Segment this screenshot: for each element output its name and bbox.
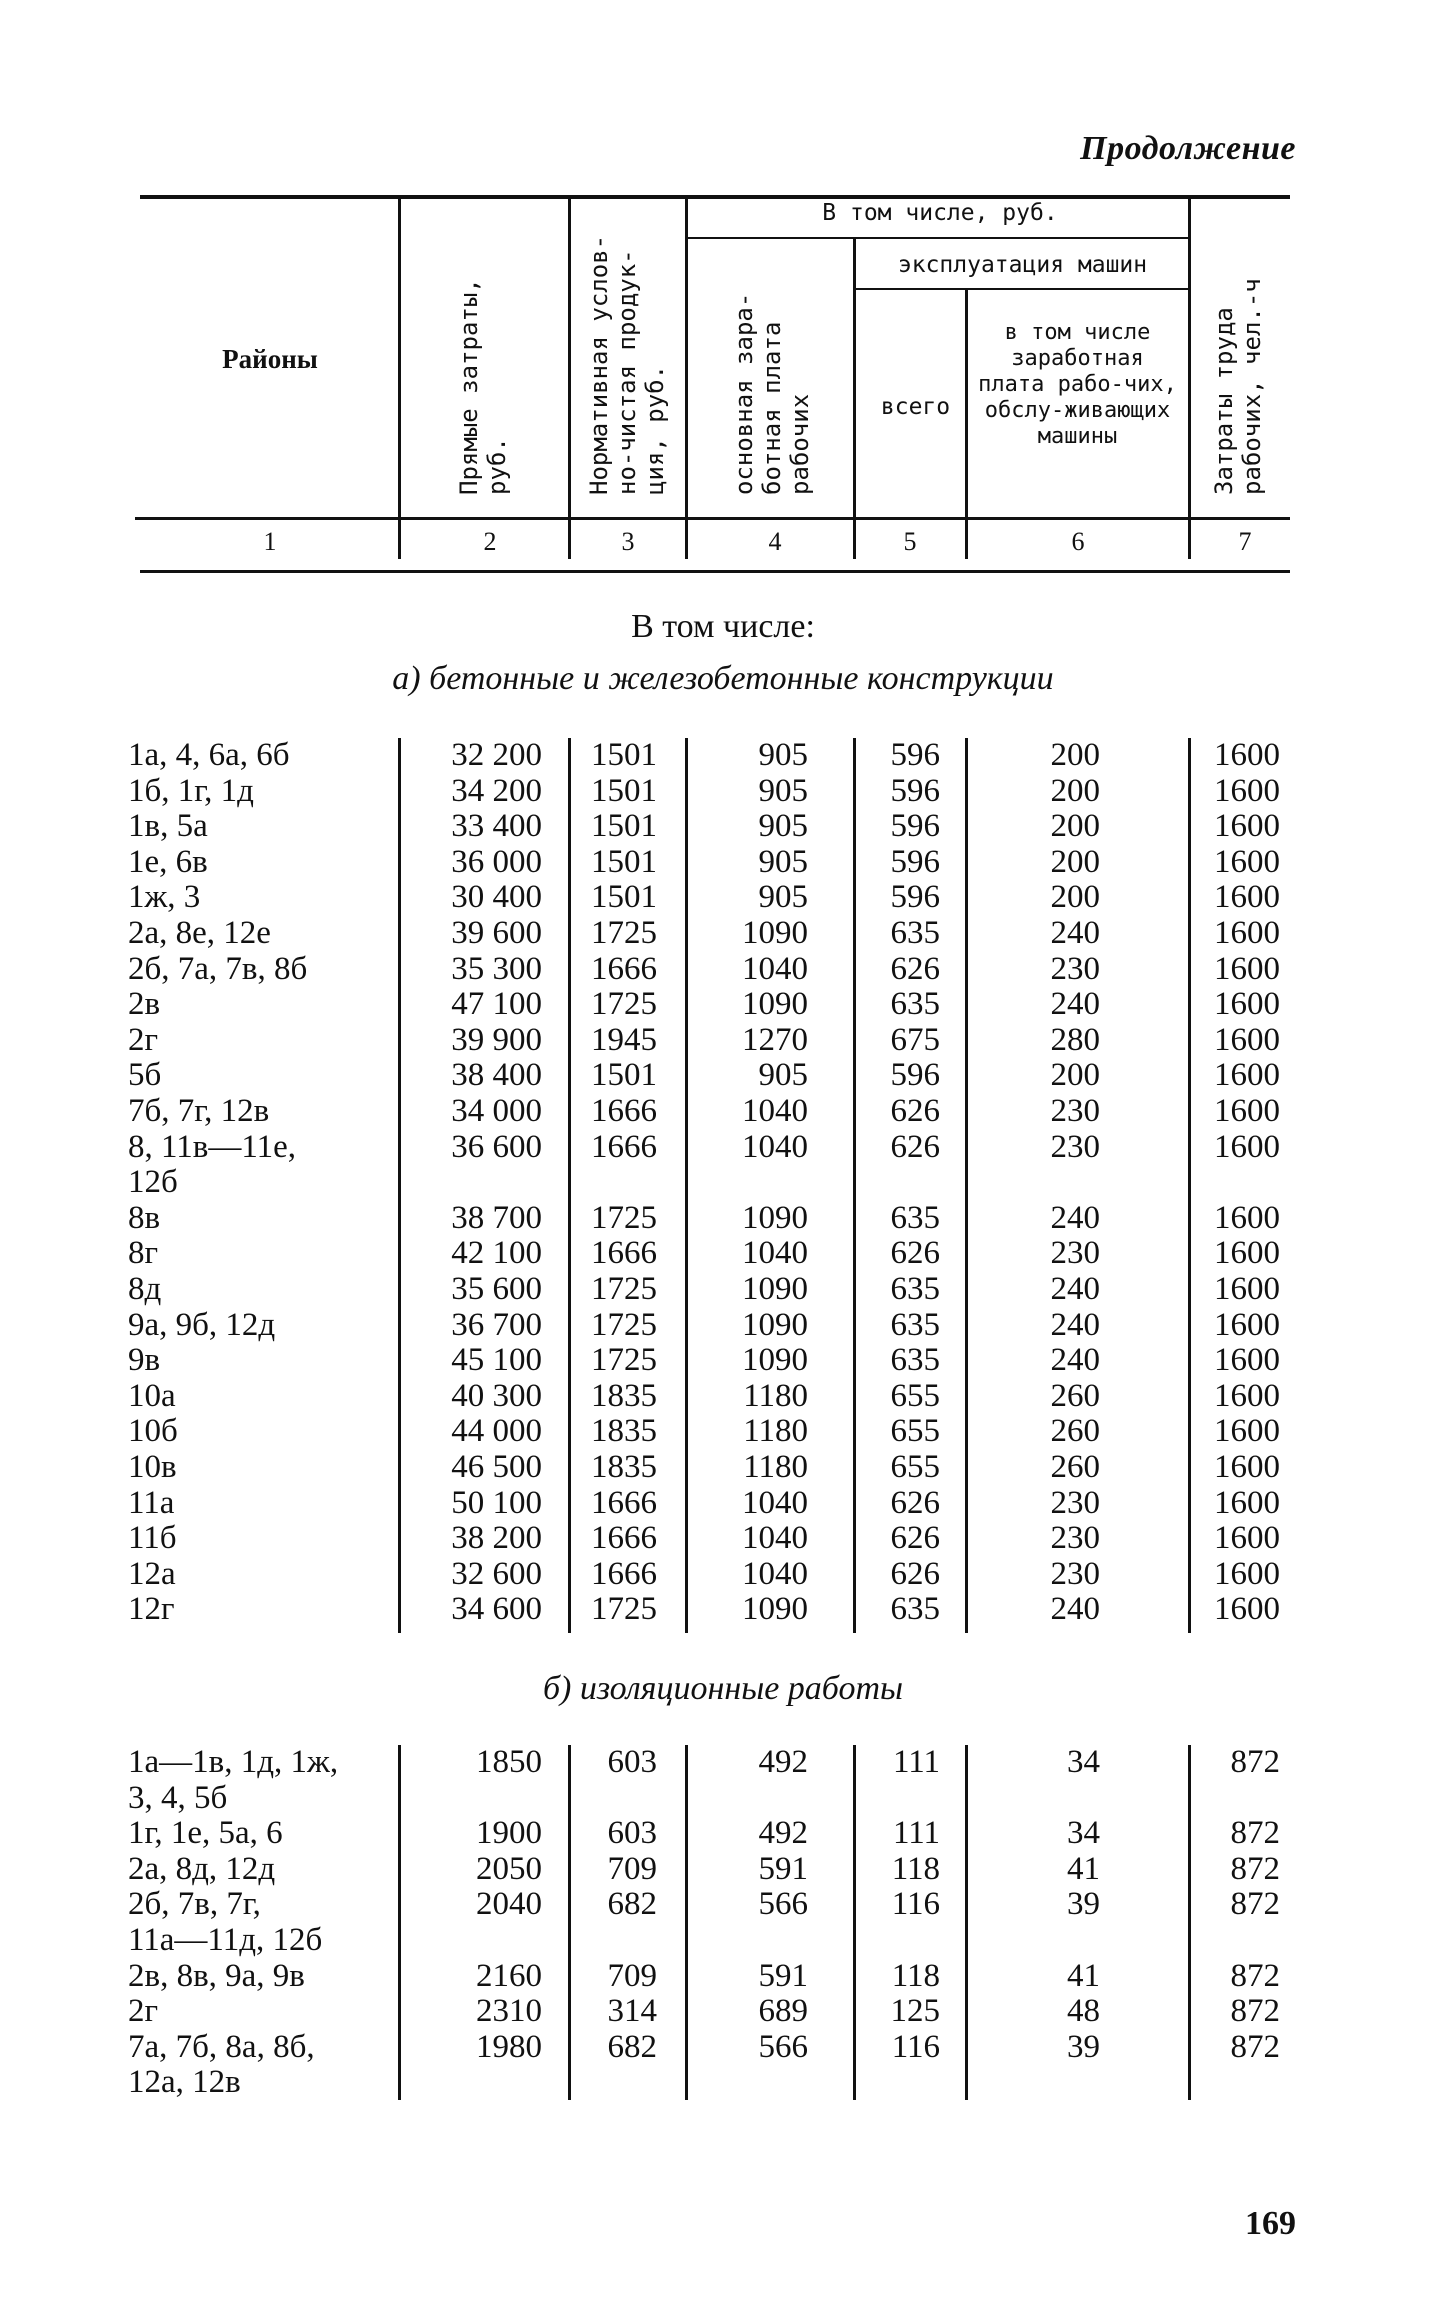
value-cell: 1725 xyxy=(591,1591,657,1628)
value-cell: 1600 xyxy=(1214,1306,1280,1343)
header-machine-total: всего xyxy=(880,394,951,420)
region-cell: 8, 11в—11е, xyxy=(128,1128,297,1165)
region-cell: 2б, 7а, 7в, 8б xyxy=(128,950,308,987)
value-cell: 1090 xyxy=(742,1342,808,1379)
value-cell: 200 xyxy=(1050,1057,1100,1094)
value-cell: 1835 xyxy=(591,1449,657,1485)
value-cell: 1501 xyxy=(591,737,657,773)
value-cell: 1600 xyxy=(1214,1342,1280,1379)
value-cell: 280 xyxy=(1050,1021,1100,1058)
table-row xyxy=(0,1486,1446,1521)
value-cell: 240 xyxy=(1050,915,1100,951)
value-cell: 2160 xyxy=(476,1957,542,1994)
header-machine-wages: в том числе заработная плата рабо-чих, обслу-живающих машины xyxy=(978,320,1177,449)
value-cell: 314 xyxy=(607,1993,657,2030)
col-number-2: 2 xyxy=(483,527,497,556)
value-cell: 1600 xyxy=(1214,1271,1280,1307)
value-cell: 1600 xyxy=(1214,1021,1280,1058)
value-cell: 39 900 xyxy=(451,1021,542,1058)
value-cell: 905 xyxy=(758,808,808,845)
value-cell: 596 xyxy=(890,843,940,880)
value-cell: 596 xyxy=(890,808,940,845)
table-row xyxy=(0,1923,1446,1958)
region-cell: 10в xyxy=(128,1449,177,1485)
value-cell: 591 xyxy=(758,1850,808,1887)
region-cell: 2а, 8е, 12е xyxy=(128,915,271,951)
header-regions: Районы xyxy=(222,344,318,374)
table-row xyxy=(0,1343,1446,1378)
table-row xyxy=(0,1236,1446,1271)
region-cell: 8г xyxy=(128,1235,159,1272)
value-cell: 41 xyxy=(1067,1957,1100,1994)
value-cell: 39 xyxy=(1067,1886,1100,1923)
table-row xyxy=(0,1023,1446,1058)
value-cell: 34 000 xyxy=(451,1093,542,1129)
value-cell: 596 xyxy=(890,1057,940,1094)
value-cell: 1600 xyxy=(1214,1413,1280,1450)
col-number-3: 3 xyxy=(621,527,635,556)
value-cell: 905 xyxy=(758,879,808,916)
region-cell: 12а xyxy=(128,1555,176,1592)
value-cell: 116 xyxy=(891,1886,940,1923)
col-number-4: 4 xyxy=(768,527,782,556)
header-machine-operation: эксплуатация машин xyxy=(897,252,1148,278)
value-cell: 675 xyxy=(890,1021,940,1058)
value-cell: 655 xyxy=(890,1377,940,1414)
value-cell: 32 200 xyxy=(451,737,542,773)
value-cell: 200 xyxy=(1050,843,1100,880)
value-cell: 626 xyxy=(890,1128,940,1165)
value-cell: 635 xyxy=(890,1591,940,1628)
table-row xyxy=(0,1308,1446,1343)
table-row xyxy=(0,774,1446,809)
value-cell: 111 xyxy=(892,1744,940,1780)
value-cell: 1945 xyxy=(591,1021,657,1058)
region-cell: 1а, 4, 6а, 6б xyxy=(128,737,290,773)
intro-heading: В том числе: xyxy=(631,608,815,645)
value-cell: 872 xyxy=(1230,1744,1280,1780)
value-cell: 118 xyxy=(891,1850,940,1887)
value-cell: 682 xyxy=(607,1886,657,1923)
value-cell: 42 100 xyxy=(451,1235,542,1272)
table-row xyxy=(0,1592,1446,1627)
value-cell: 1600 xyxy=(1214,950,1280,987)
value-cell: 1600 xyxy=(1214,1128,1280,1165)
table-row xyxy=(0,2030,1446,2065)
value-cell: 34 600 xyxy=(451,1591,542,1628)
value-cell: 872 xyxy=(1230,1957,1280,1994)
value-cell: 1180 xyxy=(743,1413,808,1450)
value-cell: 1040 xyxy=(742,1520,808,1557)
value-cell: 1501 xyxy=(591,879,657,916)
value-cell: 118 xyxy=(891,1957,940,1994)
value-cell: 905 xyxy=(758,737,808,773)
value-cell: 566 xyxy=(758,2028,808,2065)
value-cell: 44 000 xyxy=(451,1413,542,1450)
region-cell: 10б xyxy=(128,1413,178,1450)
value-cell: 240 xyxy=(1050,986,1100,1023)
value-cell: 1600 xyxy=(1214,1591,1280,1628)
section-b-table xyxy=(0,1745,1446,2105)
table-row xyxy=(0,987,1446,1022)
value-cell: 1600 xyxy=(1214,1057,1280,1094)
section-b-title: б) изоляционные работы xyxy=(542,1670,904,1707)
value-cell: 626 xyxy=(890,1235,940,1272)
value-cell: 2040 xyxy=(476,1886,542,1923)
value-cell: 1850 xyxy=(476,1744,542,1780)
value-cell: 1180 xyxy=(743,1449,808,1485)
region-cell: 12б xyxy=(128,1164,178,1201)
value-cell: 47 100 xyxy=(451,986,542,1023)
value-cell: 240 xyxy=(1050,1271,1100,1307)
region-cell: 1е, 6в xyxy=(128,843,208,880)
value-cell: 1600 xyxy=(1214,1235,1280,1272)
value-cell: 1666 xyxy=(591,1128,657,1165)
region-cell: 7б, 7г, 12в xyxy=(128,1093,270,1129)
value-cell: 1501 xyxy=(591,808,657,845)
value-cell: 1835 xyxy=(591,1377,657,1414)
value-cell: 596 xyxy=(890,879,940,916)
value-cell: 689 xyxy=(758,1993,808,2030)
region-cell: 2в, 8в, 9а, 9в xyxy=(128,1957,305,1994)
region-cell: 3, 4, 5б xyxy=(128,1779,228,1816)
value-cell: 1090 xyxy=(742,1306,808,1343)
region-cell: 2в xyxy=(128,986,161,1023)
value-cell: 41 xyxy=(1067,1850,1100,1887)
value-cell: 492 xyxy=(758,1815,808,1852)
value-cell: 116 xyxy=(891,2028,940,2065)
value-cell: 45 100 xyxy=(451,1342,542,1379)
value-cell: 1666 xyxy=(591,1520,657,1557)
value-cell: 596 xyxy=(890,772,940,809)
value-cell: 1180 xyxy=(743,1377,808,1414)
value-cell: 38 200 xyxy=(451,1520,542,1557)
value-cell: 230 xyxy=(1050,1520,1100,1557)
region-cell: 1ж, 3 xyxy=(128,879,201,916)
value-cell: 626 xyxy=(890,1520,940,1557)
value-cell: 872 xyxy=(1230,1815,1280,1852)
value-cell: 1600 xyxy=(1214,1199,1280,1236)
value-cell: 200 xyxy=(1050,808,1100,845)
value-cell: 596 xyxy=(890,737,940,773)
value-cell: 626 xyxy=(890,1484,940,1521)
header-base-wages: основная зара-ботная плата рабочих xyxy=(730,292,814,495)
value-cell: 1600 xyxy=(1214,1449,1280,1485)
value-cell: 39 xyxy=(1067,2028,1100,2065)
value-cell: 1600 xyxy=(1214,879,1280,916)
table-row xyxy=(0,1130,1446,1165)
value-cell: 1666 xyxy=(591,1235,657,1272)
value-cell: 1600 xyxy=(1214,1520,1280,1557)
value-cell: 38 700 xyxy=(451,1199,542,1236)
value-cell: 635 xyxy=(890,1306,940,1343)
value-cell: 1040 xyxy=(742,1093,808,1129)
value-cell: 1090 xyxy=(742,1591,808,1628)
value-cell: 240 xyxy=(1050,1199,1100,1236)
value-cell: 200 xyxy=(1050,879,1100,916)
value-cell: 872 xyxy=(1230,1850,1280,1887)
section-a-title: а) бетонные и железобетонные конструкции xyxy=(392,660,1054,697)
value-cell: 36 000 xyxy=(451,843,542,880)
value-cell: 200 xyxy=(1050,772,1100,809)
value-cell: 872 xyxy=(1230,1886,1280,1923)
table-row xyxy=(0,1959,1446,1994)
value-cell: 1600 xyxy=(1214,808,1280,845)
table-row xyxy=(0,1745,1446,1780)
value-cell: 1501 xyxy=(591,843,657,880)
value-cell: 46 500 xyxy=(451,1449,542,1485)
value-cell: 230 xyxy=(1050,1128,1100,1165)
table-row xyxy=(0,1450,1446,1485)
value-cell: 1600 xyxy=(1214,1093,1280,1129)
value-cell: 1090 xyxy=(742,1199,808,1236)
value-cell: 38 400 xyxy=(451,1057,542,1094)
table-row xyxy=(0,1816,1446,1851)
value-cell: 1600 xyxy=(1214,1484,1280,1521)
table-row xyxy=(0,1165,1446,1200)
value-cell: 33 400 xyxy=(451,808,542,845)
value-cell: 709 xyxy=(607,1850,657,1887)
table-row xyxy=(0,809,1446,844)
region-cell: 1г, 1е, 5а, 6 xyxy=(128,1815,283,1852)
value-cell: 34 xyxy=(1067,1744,1100,1780)
value-cell: 635 xyxy=(890,986,940,1023)
col-number-1: 1 xyxy=(263,527,277,556)
value-cell: 1725 xyxy=(591,1199,657,1236)
value-cell: 240 xyxy=(1050,1591,1100,1628)
table-row xyxy=(0,1272,1446,1307)
table-row xyxy=(0,952,1446,987)
region-cell: 8в xyxy=(128,1199,161,1236)
value-cell: 1666 xyxy=(591,1555,657,1592)
value-cell: 635 xyxy=(890,1342,940,1379)
value-cell: 709 xyxy=(607,1957,657,1994)
region-cell: 1б, 1г, 1д xyxy=(128,772,254,809)
value-cell: 2310 xyxy=(476,1993,542,2030)
value-cell: 492 xyxy=(758,1744,808,1780)
value-cell: 1666 xyxy=(591,1484,657,1521)
region-cell: 12а, 12в xyxy=(128,2064,241,2101)
region-cell: 11б xyxy=(128,1520,177,1557)
value-cell: 200 xyxy=(1050,737,1100,773)
section-a-table xyxy=(0,738,1446,1638)
region-cell: 2г xyxy=(128,1021,159,1058)
value-cell: 35 300 xyxy=(451,950,542,987)
value-cell: 36 700 xyxy=(451,1306,542,1343)
region-cell: 2а, 8д, 12д xyxy=(128,1850,276,1887)
value-cell: 34 200 xyxy=(451,772,542,809)
region-cell: 8д xyxy=(128,1271,162,1307)
value-cell: 591 xyxy=(758,1957,808,1994)
value-cell: 230 xyxy=(1050,1235,1100,1272)
value-cell: 626 xyxy=(890,950,940,987)
region-cell: 12г xyxy=(128,1591,175,1628)
value-cell: 1090 xyxy=(742,915,808,951)
header-direct-costs: Прямые затраты, руб. xyxy=(455,278,511,495)
value-cell: 1725 xyxy=(591,915,657,951)
value-cell: 1835 xyxy=(591,1413,657,1450)
table-row xyxy=(0,1557,1446,1592)
page-number: 169 xyxy=(1245,2205,1296,2242)
region-cell: 9а, 9б, 12д xyxy=(128,1306,276,1343)
value-cell: 40 300 xyxy=(451,1377,542,1414)
value-cell: 626 xyxy=(890,1555,940,1592)
region-cell: 10а xyxy=(128,1377,176,1414)
value-cell: 603 xyxy=(607,1815,657,1852)
value-cell: 1600 xyxy=(1214,1377,1280,1414)
value-cell: 1725 xyxy=(591,1306,657,1343)
value-cell: 1600 xyxy=(1214,1555,1280,1592)
region-cell: 1в, 5а xyxy=(128,808,208,845)
table-row xyxy=(0,1201,1446,1236)
table-row xyxy=(0,1781,1446,1816)
region-cell: 7а, 7б, 8а, 8б, xyxy=(128,2028,315,2065)
table-row xyxy=(0,1887,1446,1922)
value-cell: 1666 xyxy=(591,950,657,987)
region-cell: 1а—1в, 1д, 1ж, xyxy=(128,1744,339,1780)
value-cell: 240 xyxy=(1050,1306,1100,1343)
region-cell: 11а—11д, 12б xyxy=(128,1922,323,1958)
value-cell: 872 xyxy=(1230,2028,1280,2065)
region-cell: 11а xyxy=(128,1484,175,1521)
value-cell: 230 xyxy=(1050,1555,1100,1592)
table-row xyxy=(0,1379,1446,1414)
value-cell: 39 600 xyxy=(451,915,542,951)
value-cell: 48 xyxy=(1067,1993,1100,2030)
region-cell: 9в xyxy=(128,1342,161,1379)
value-cell: 682 xyxy=(607,2028,657,2065)
table-row xyxy=(0,1414,1446,1449)
value-cell: 35 600 xyxy=(451,1271,542,1307)
value-cell: 1600 xyxy=(1214,986,1280,1023)
table-row xyxy=(0,1094,1446,1129)
header-group-label: В том числе, руб. xyxy=(822,200,1058,226)
value-cell: 655 xyxy=(890,1413,940,1450)
value-cell: 230 xyxy=(1050,1484,1100,1521)
value-cell: 30 400 xyxy=(451,879,542,916)
value-cell: 125 xyxy=(890,1993,940,2030)
value-cell: 32 600 xyxy=(451,1555,542,1592)
value-cell: 1980 xyxy=(476,2028,542,2065)
value-cell: 905 xyxy=(758,772,808,809)
value-cell: 872 xyxy=(1230,1993,1280,2030)
value-cell: 1090 xyxy=(742,1271,808,1307)
value-cell: 1725 xyxy=(591,1271,657,1307)
value-cell: 566 xyxy=(758,1886,808,1923)
table-row xyxy=(0,2065,1446,2100)
value-cell: 635 xyxy=(890,1199,940,1236)
continuation-label: Продолжение xyxy=(1080,130,1296,167)
value-cell: 240 xyxy=(1050,1342,1100,1379)
value-cell: 603 xyxy=(607,1744,657,1780)
value-cell: 1725 xyxy=(591,986,657,1023)
value-cell: 635 xyxy=(890,915,940,951)
value-cell: 36 600 xyxy=(451,1128,542,1165)
region-cell: 2г xyxy=(128,1993,159,2030)
header-labor-costs: Затраты труда рабочих, чел.-ч xyxy=(1210,278,1266,495)
table-row xyxy=(0,1994,1446,2029)
value-cell: 1501 xyxy=(591,1057,657,1094)
value-cell: 260 xyxy=(1050,1413,1100,1450)
value-cell: 1040 xyxy=(742,950,808,987)
value-cell: 1900 xyxy=(476,1815,542,1852)
header-normative-product: Нормативная услов-но-чистая продук-ция, руб. xyxy=(585,234,669,495)
value-cell: 635 xyxy=(890,1271,940,1307)
region-cell: 2б, 7в, 7г, xyxy=(128,1886,261,1923)
value-cell: 260 xyxy=(1050,1449,1100,1485)
table-row xyxy=(0,916,1446,951)
value-cell: 1040 xyxy=(742,1555,808,1592)
value-cell: 1040 xyxy=(742,1128,808,1165)
value-cell: 2050 xyxy=(476,1850,542,1887)
value-cell: 1725 xyxy=(591,1342,657,1379)
value-cell: 230 xyxy=(1050,950,1100,987)
value-cell: 34 xyxy=(1067,1815,1100,1852)
table-row xyxy=(0,880,1446,915)
table-row xyxy=(0,738,1446,773)
region-cell: 5б xyxy=(128,1057,162,1094)
value-cell: 1090 xyxy=(742,986,808,1023)
value-cell: 655 xyxy=(890,1449,940,1485)
value-cell: 1501 xyxy=(591,772,657,809)
value-cell: 260 xyxy=(1050,1377,1100,1414)
table-row xyxy=(0,845,1446,880)
value-cell: 1600 xyxy=(1214,915,1280,951)
col-number-5: 5 xyxy=(903,527,917,556)
value-cell: 626 xyxy=(890,1093,940,1129)
value-cell: 905 xyxy=(758,843,808,880)
value-cell: 1666 xyxy=(591,1093,657,1129)
value-cell: 905 xyxy=(758,1057,808,1094)
value-cell: 1600 xyxy=(1214,843,1280,880)
value-cell: 230 xyxy=(1050,1093,1100,1129)
col-number-7: 7 xyxy=(1238,527,1252,556)
table-row xyxy=(0,1852,1446,1887)
value-cell: 1600 xyxy=(1214,772,1280,809)
table-row xyxy=(0,1521,1446,1556)
value-cell: 111 xyxy=(892,1815,940,1852)
col-number-6: 6 xyxy=(1071,527,1085,556)
value-cell: 1040 xyxy=(742,1235,808,1272)
value-cell: 50 100 xyxy=(451,1484,542,1521)
table-row xyxy=(0,1058,1446,1093)
value-cell: 1040 xyxy=(742,1484,808,1521)
value-cell: 1600 xyxy=(1214,737,1280,773)
value-cell: 1270 xyxy=(742,1021,808,1058)
